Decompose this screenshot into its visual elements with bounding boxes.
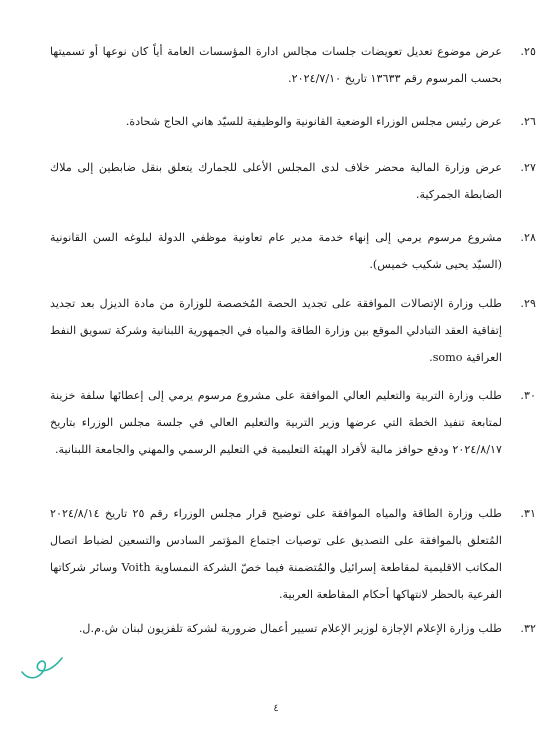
- item-text: عرض موضوع تعديل تعويضات جلسات مجالس ادارة المؤسسات العامة أياً كان نوعها أو تسميتها بحسب المرسوم رقم ١٣٦٣٣ تاريخ ٢٠٢٤/٧/١٠.: [50, 45, 502, 85]
- item-text: مشروع مرسوم يرمي إلى إنهاء خدمة مدير عام تعاونية موظفي الدولة لبلوغه السن القانونية (السيّد يحيى شكيب خميس).: [50, 231, 502, 271]
- item-number: ٢٨.: [520, 231, 536, 244]
- agenda-item-31: [50, 500, 536, 608]
- agenda-item-25: [50, 38, 536, 92]
- agenda-item-32: [50, 615, 536, 642]
- item-number: ٣١.: [520, 507, 536, 520]
- agenda-item-30: [50, 382, 536, 463]
- item-text: طلب وزارة الإعلام الإجازة لوزير الإعلام تسيير أعمال ضرورية لشركة تلفزيون لبنان ش.م.ل.: [78, 622, 502, 635]
- agenda-item-27: [50, 154, 536, 208]
- agenda-item-28: [50, 224, 536, 278]
- item-text: عرض رئيس مجلس الوزراء الوضعية القانونية والوظيفية للسيّد هاني الحاج شحادة.: [125, 115, 502, 128]
- item-text: عرض وزارة المالية محضر خلاف لدى المجلس الأعلى للجمارك يتعلق بنقل ضابطين إلى ملاك الضابطة الجمركية.: [50, 161, 502, 201]
- item-number: ٢٦.: [520, 115, 536, 128]
- page-number: ٤: [273, 703, 279, 714]
- item-number: ٣٢.: [520, 622, 536, 635]
- item-number: ٢٩.: [520, 297, 536, 310]
- agenda-item-29: [50, 290, 536, 371]
- agenda-item-26: [50, 108, 536, 135]
- item-number: ٣٠.: [520, 389, 536, 402]
- item-text: طلب وزارة التربية والتعليم العالي الموافقة على مشروع مرسوم يرمي إلى إعطائها سلفة خزينة لمتابعة تنفيذ الخطة التي عرضها وزير التربية والتعليم العالي في جلسة مجلس الوزراء بتاريخ ٢٠٢٤/٨/١٧ ودفع حوافز مالية لأفراد الهيئة التعليمية في التعليم الرسمي والمهني والجامعة اللبنانية.: [50, 389, 502, 456]
- handwritten-signature: [18, 650, 66, 684]
- item-number: ٢٧.: [520, 161, 536, 174]
- item-text: طلب وزارة الطاقة والمياه الموافقة على توضيح قرار مجلس الوزراء رقم ٢٥ تاريخ ٢٠٢٤/٨/١٤ المُتعلق بالموافقة على التصديق على توصيات اجتماع المؤتمر السادس والتسعين لضباط اتصال المكاتب الاقليمية لمقاطعة إسرائيل والمُتضمنة فيما خصّ الشركة النمساوية Voith وسائر شركاتها الفرعية بالحظر لانتهاكها أحكام المقاطعة العربية.: [50, 507, 502, 601]
- item-number: ٢٥.: [520, 45, 536, 58]
- item-text: طلب وزارة الإتصالات الموافقة على تجديد الحصة المُخصصة للوزارة من مادة الديزل بعد تجديد إتفاقية العقد التبادلي الموقع بين وزارة الطاقة والمياه في الجمهورية اللبنانية وشركة تسويق النفط العراقية somo.: [50, 297, 502, 364]
